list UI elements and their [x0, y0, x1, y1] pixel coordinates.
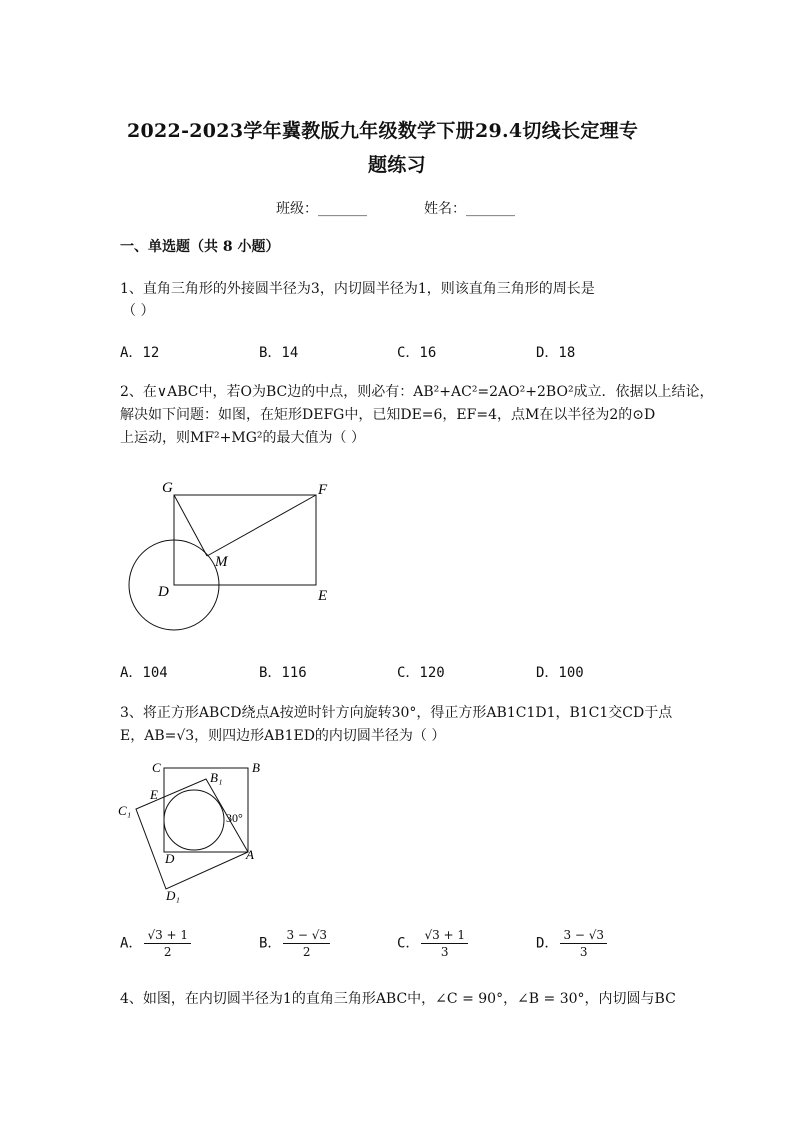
- q3-stem-line2: E，AB=√3，则四边形AB1ED的内切圆半径为（ ）: [120, 728, 446, 744]
- name-field-label: 姓名：_______: [424, 201, 515, 217]
- q3-option-d-numerator: 3 − √3: [560, 928, 607, 944]
- label-g: G: [162, 480, 173, 496]
- q1-option-b: B．14: [259, 345, 299, 361]
- square-abcd: [164, 768, 248, 852]
- q3-option-d: [536, 928, 607, 959]
- q1-option-d: D．18: [536, 345, 576, 361]
- q3-option-a: [120, 928, 191, 959]
- label-m: M: [215, 554, 228, 570]
- page-title-line1: 2022-2023学年冀教版九年级数学下册29.4切线长定理专: [127, 120, 639, 142]
- q3-option-d-fraction: [560, 928, 607, 959]
- label-angle-30: 30°: [226, 811, 243, 825]
- q3-option-a-letter: A．: [120, 935, 143, 952]
- q2-stem-line3: 上运动，则MF²+MG²的最大值为（ ）: [120, 430, 365, 446]
- incircle: [164, 790, 224, 850]
- q3-rotated-square-figure: [112, 755, 272, 910]
- label-c1: C₁: [118, 803, 132, 818]
- q3-option-b-fraction: [283, 928, 330, 959]
- q3-option-c-numerator: √3 + 1: [421, 928, 468, 944]
- label-c: C: [152, 760, 161, 775]
- q3-option-d-letter: D．: [536, 935, 559, 952]
- q3-option-c: [397, 928, 468, 959]
- q2-rectangle-figure: [120, 470, 350, 640]
- label-f: F: [318, 482, 328, 498]
- label-a: A: [246, 847, 254, 862]
- q3-option-c-denominator: 3: [440, 945, 449, 959]
- label-e: E: [318, 588, 328, 604]
- q3-option-a-denominator: 2: [163, 945, 172, 959]
- page-title-line2: 题练习: [368, 154, 426, 176]
- rectangle-defg: [174, 495, 316, 585]
- class-field-label: 班级：_______: [276, 201, 367, 217]
- label-d1: D₁: [166, 888, 180, 903]
- label-e: E: [150, 787, 158, 802]
- label-b1: B₁: [210, 770, 223, 785]
- q3-option-b: [259, 928, 330, 959]
- q3-option-a-fraction: [144, 928, 191, 959]
- q2-option-a: A．104: [120, 665, 168, 681]
- q1-stem-line1: 1、直角三角形的外接圆半径为3，内切圆半径为1，则该直角三角形的周长是: [120, 281, 595, 297]
- q3-option-c-letter: C．: [397, 935, 420, 952]
- q2-stem-line2: 解决如下问题：如图，在矩形DEFG中，已知DE=6，EF=4，点M在以半径为2的⊙D: [120, 407, 656, 423]
- q2-option-c: C．120: [397, 665, 445, 681]
- q3-stem-line1: 3、将正方形ABCD绕点A按逆时针方向旋转30°，得正方形AB1C1D1，B1C1交CD于点: [120, 705, 673, 721]
- q4-stem-line1: 4、如图，在内切圆半径为1的直角三角形ABC中，∠C = 90°，∠B = 30°，内切圆与BC: [120, 991, 676, 1007]
- label-b: B: [252, 760, 260, 775]
- q3-option-c-fraction: [421, 928, 468, 959]
- q1-option-a: A．12: [120, 345, 160, 361]
- segment-gm: [174, 495, 207, 556]
- label-d: D: [158, 584, 169, 600]
- q3-option-b-letter: B．: [259, 935, 282, 952]
- q2-stem-line1: 2、在∨ABC中，若O为BC边的中点，则必有：AB²+AC²=2AO²+2BO²成立．依据以上结论，: [120, 384, 714, 400]
- q3-option-b-numerator: 3 − √3: [283, 928, 330, 944]
- q1-option-c: C．16: [397, 345, 437, 361]
- q1-stem-line2: （ ）: [122, 303, 155, 319]
- q3-option-b-denominator: 2: [302, 945, 311, 959]
- q3-option-a-numerator: √3 + 1: [144, 928, 191, 944]
- q2-option-b: B．116: [259, 665, 307, 681]
- section-heading: 一、单选题（共 8 小题）: [120, 239, 280, 255]
- segment-mf: [207, 495, 316, 556]
- q2-option-d: D．100: [536, 665, 584, 681]
- q3-option-d-denominator: 3: [579, 945, 588, 959]
- label-d: D: [165, 851, 175, 866]
